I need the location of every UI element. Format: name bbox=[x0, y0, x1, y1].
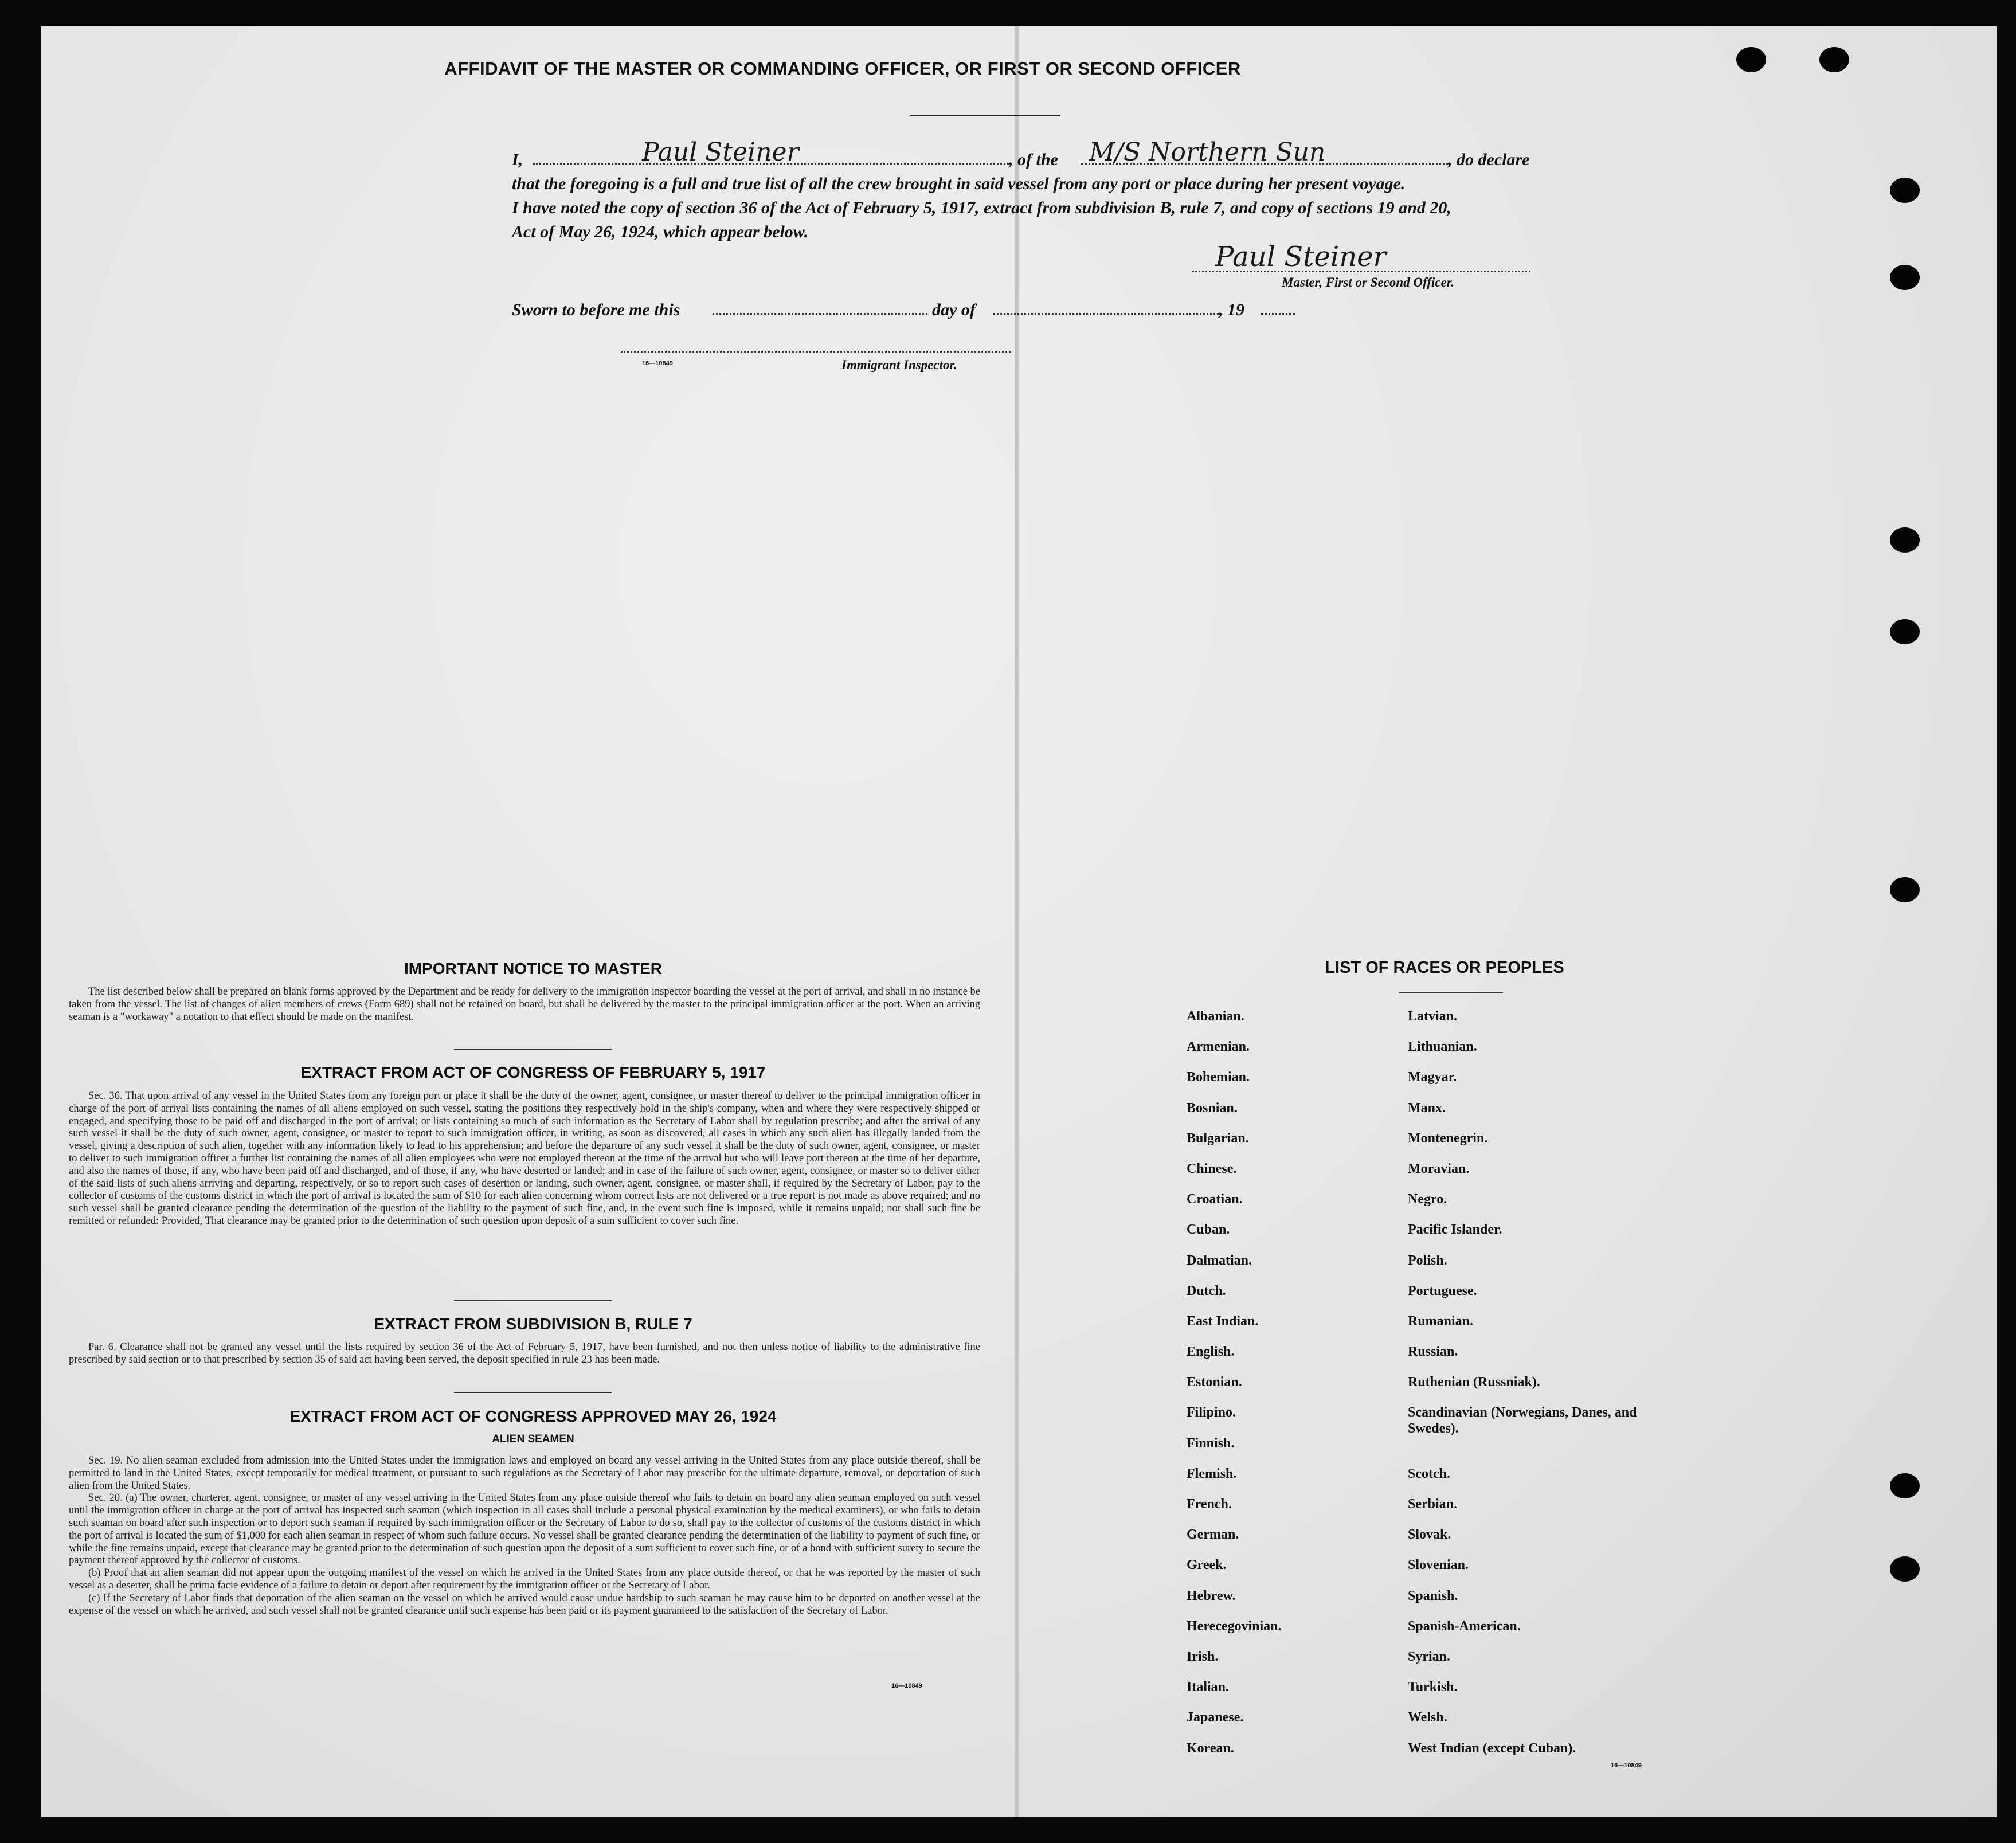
binder-hole bbox=[1890, 527, 1920, 553]
extract-1924-title: EXTRACT FROM ACT OF CONGRESS APPROVED MAY 26, 1924 bbox=[289, 1407, 777, 1425]
race-item: German. bbox=[1187, 1527, 1239, 1543]
do-declare-label: , do declare bbox=[1448, 150, 1530, 169]
binder-hole bbox=[1736, 47, 1766, 72]
race-item: Ruthenian (Russniak). bbox=[1408, 1375, 1540, 1390]
sworn-prefix: Sworn to before me this bbox=[512, 300, 680, 319]
form-number: 16—10849 bbox=[891, 1682, 922, 1689]
race-item: Slovak. bbox=[1408, 1527, 1451, 1543]
race-item: Moravian. bbox=[1408, 1161, 1470, 1176]
binder-hole bbox=[1890, 619, 1920, 644]
title-rule bbox=[910, 115, 1060, 116]
race-item: Polish. bbox=[1408, 1253, 1447, 1268]
races-left-column bbox=[1187, 1008, 1282, 1771]
binder-hole bbox=[1890, 1473, 1920, 1498]
race-item: French. bbox=[1187, 1497, 1232, 1512]
race-item: Serbian. bbox=[1408, 1497, 1458, 1512]
race-item: Spanish-American. bbox=[1408, 1618, 1521, 1634]
center-fold bbox=[1015, 26, 1019, 1817]
sworn-year-line bbox=[1261, 313, 1295, 315]
race-item: Japanese. bbox=[1187, 1710, 1244, 1725]
sworn-day-line bbox=[713, 313, 927, 315]
race-item: East Indian. bbox=[1187, 1313, 1259, 1329]
extract-1917-body bbox=[69, 1090, 980, 1228]
race-item: Chinese. bbox=[1187, 1161, 1237, 1176]
race-item: Dalmatian. bbox=[1187, 1253, 1252, 1268]
races-right-column bbox=[1408, 1008, 1637, 1771]
race-item: Bosnian. bbox=[1187, 1100, 1238, 1116]
inspector-caption: Immigrant Inspector. bbox=[841, 358, 957, 372]
race-item: Magyar. bbox=[1408, 1070, 1457, 1085]
extract-1924-body bbox=[69, 1455, 980, 1617]
binder-hole bbox=[1890, 1556, 1920, 1582]
notice-title: IMPORTANT NOTICE TO MASTER bbox=[404, 960, 663, 977]
binder-hole bbox=[1890, 265, 1920, 290]
race-item: Rumanian. bbox=[1408, 1313, 1474, 1329]
sec-19-paragraph: Sec. 19. No alien seaman excluded from admission into the United States under the immigration laws and employed on board any vessel arriving in the United States from any place outside thereof, shall be permitted to land in the United States, except temporarily for medical treatment, or pursuant to such regulations as the Secretary of Labor may prescribe for the ultimate departure, removal, or deportation of such alien from the United States. bbox=[69, 1455, 980, 1492]
signature-caption: Master, First or Second Officer. bbox=[1282, 275, 1455, 289]
races-title-rule bbox=[1399, 992, 1503, 993]
alien-seamen-subtitle: ALIEN SEAMEN bbox=[492, 1433, 574, 1445]
race-item: Greek. bbox=[1187, 1558, 1227, 1573]
race-item: Russian. bbox=[1408, 1344, 1458, 1360]
sec-36-paragraph: Sec. 36. That upon arrival of any vessel in the United States from any foreign port or place it shall be the duty of the owner, agent, consignee, or master thereof to deliver to the principal immigration officer in charge of the port of arrival lists containing the names of all aliens employed on such vessel, stating the positions they respectively hold in the ship's company, when and where they were respectively shipped or engaged, and specifying those to be paid off and discharged in the port of arrival; or lists containing so much of such information as the Secretary of Labor shall by regulation prescribe; and after the arrival of any such vessel it shall be the duty of such owner, agent, consignee, or master to report to such immigration officer, in writing, as soon as discovered, all cases in which any such alien has illegally landed from the vessel, giving a description of such alien, together with any information likely to lead to his apprehension; and before the departure of any such vessel it shall be the duty of such owner, agent, consignee, or master to deliver to such immigration officer a further list containing the names of all alien employees who were not employed thereon at the time of the arrival but who will leave port thereon at the time of her departure, and also the names of those, if any, who have been paid off and discharged, and of those, if any, who have deserted or landed; and in case of the failure of such owner, agent, consignee, or master so to deliver either of the said lists of such aliens arriving and departing, respectively, or so to report such cases of desertion or landing, such owner, agent, consignee, or master shall, if required by the Secretary of Labor, pay to the collector of customs of the customs district in which the port of arrival is located the sum of $10 for each alien concerning whom correct lists are not delivered or a true report is not made as above required; and no such vessel shall be granted clearance pending the determination of the question of the liability to the payment of such fine, and, in the event such fine is imposed, while it remains unpaid; nor shall such fine be remitted or refunded: Provided, That clearance may be granted prior to the determination of such question upon deposit of a sum sufficient to cover such fine. bbox=[69, 1090, 980, 1227]
race-item: Negro. bbox=[1408, 1192, 1447, 1207]
signature-handwritten: Paul Steiner bbox=[1215, 241, 1387, 273]
binder-hole bbox=[1890, 178, 1920, 203]
race-item: Pacific Islander. bbox=[1408, 1222, 1502, 1238]
race-item: Welsh. bbox=[1408, 1710, 1447, 1725]
affidavit-line-4: Act of May 26, 1924, which appear below. bbox=[512, 222, 809, 241]
form-number: 16—10849 bbox=[642, 360, 673, 367]
race-item: Portuguese. bbox=[1408, 1283, 1477, 1298]
race-item: Irish. bbox=[1187, 1649, 1219, 1664]
race-item: Scotch. bbox=[1408, 1466, 1450, 1481]
race-item: Latvian. bbox=[1408, 1009, 1458, 1024]
race-item: Bulgarian. bbox=[1187, 1130, 1249, 1146]
race-item: Syrian. bbox=[1408, 1649, 1451, 1664]
race-item: Turkish. bbox=[1408, 1680, 1458, 1695]
race-item: Albanian. bbox=[1187, 1009, 1244, 1024]
signature-line bbox=[1192, 271, 1530, 272]
races-title: LIST OF RACES OR PEOPLES bbox=[1325, 958, 1564, 977]
extract-rule7-body bbox=[69, 1341, 980, 1367]
notice-body bbox=[69, 986, 980, 1023]
race-item: Spanish. bbox=[1408, 1588, 1458, 1603]
master-name-handwritten: Paul Steiner bbox=[642, 138, 799, 167]
affidavit-title: AFFIDAVIT OF THE MASTER OR COMMANDING OFFICER, OR FIRST OR SECOND OFFICER bbox=[444, 58, 1241, 79]
race-item: Estonian. bbox=[1187, 1375, 1242, 1390]
race-item: Herecegovinian. bbox=[1187, 1618, 1282, 1634]
race-item: Korean. bbox=[1187, 1740, 1234, 1756]
race-item: Montenegrin. bbox=[1408, 1130, 1488, 1146]
race-item: Italian. bbox=[1187, 1680, 1230, 1695]
race-item: Lithuanian. bbox=[1408, 1039, 1477, 1055]
section-rule bbox=[454, 1049, 612, 1050]
race-item: English. bbox=[1187, 1344, 1235, 1360]
sec-20a-paragraph: Sec. 20. (a) The owner, charterer, agent, consignee, or master of any vessel arriving in the United States from any place outside thereof who fails to detain on board any alien seaman employed on such vessel until the immigration officer in charge at the port of arrival has inspected such seaman (which inspection in all cases shall include a personal physical examination by the medical examiners), or who fails to detain such seaman on board after such inspection or to deport such seaman if required by such immigration officer or the Secretary of Labor to do so, shall pay to the collector of customs of the customs district in which the port of arrival is located the sum of $1,000 for each alien seaman in respect of whom such failure occurs. No vessel shall be granted clearance pending the determination of the liability to payment of such fine, or while the fine remains unpaid, except that clearance may be granted prior to the determination of such question upon the deposit of a sum sufficient to cover such fine, or of a bond with sufficient surety to secure the payment thereof approved by the collector of customs. bbox=[69, 1492, 980, 1567]
sworn-day-label: day of bbox=[932, 300, 976, 319]
race-item: Hebrew. bbox=[1187, 1588, 1236, 1603]
declare-pronoun: I, bbox=[512, 150, 523, 169]
binder-hole bbox=[1819, 47, 1849, 72]
binder-hole bbox=[1890, 877, 1920, 902]
sec-20b-paragraph: (b) Proof that an alien seaman did not appear upon the outgoing manifest of the vessel on which he arrived in the United States from any place outside thereof, or that he was reported by the master of such vessel as a deserter, shall be prima facie evidence of a failure to detain or deport after requirement by the immigration officer or the Secretary of Labor. bbox=[69, 1567, 980, 1591]
section-rule bbox=[454, 1300, 612, 1301]
race-item: Bohemian. bbox=[1187, 1070, 1250, 1085]
extract-rule7-title: EXTRACT FROM SUBDIVISION B, RULE 7 bbox=[374, 1315, 692, 1333]
race-item: Cuban. bbox=[1187, 1222, 1230, 1238]
race-item: Slovenian. bbox=[1408, 1558, 1469, 1573]
sworn-month-line bbox=[993, 313, 1222, 315]
race-item: Armenian. bbox=[1187, 1039, 1250, 1055]
of-the-label: , of the bbox=[1009, 150, 1058, 169]
extract-1917-title: EXTRACT FROM ACT OF CONGRESS OF FEBRUARY 5, 1917 bbox=[300, 1063, 766, 1081]
inspector-line bbox=[621, 351, 1011, 353]
race-item: Dutch. bbox=[1187, 1283, 1226, 1298]
notice-paragraph: The list described below shall be prepared on blank forms approved by the Department and be ready for delivery to the immigration inspector boarding the vessel at the port of arrival, and shall in no instance be taken from the vessel. The list of changes of alien members of crews (Form 689) shall not be retained on board, but shall be delivered by the master to the principal immigration officer at the port. When an arriving seaman is a "workaway" a notation to that effect should be made on the manifest. bbox=[69, 986, 980, 1023]
race-item: Flemish. bbox=[1187, 1466, 1237, 1481]
race-item: Filipino. bbox=[1187, 1405, 1236, 1421]
form-number: 16—10849 bbox=[1611, 1762, 1642, 1769]
sworn-year-label: , 19 bbox=[1219, 300, 1244, 319]
race-item: Scandinavian (Norwegians, Danes, and Swedes). bbox=[1408, 1405, 1637, 1437]
race-item: Finnish. bbox=[1187, 1435, 1235, 1451]
affidavit-line-3: I have noted the copy of section 36 of the Act of February 5, 1917, extract from subdivision B, rule 7, and copy of sections 19 and 20, bbox=[512, 198, 1451, 217]
section-rule bbox=[454, 1392, 612, 1393]
vessel-name-handwritten: M/S Northern Sun bbox=[1089, 138, 1326, 167]
par-6-paragraph: Par. 6. Clearance shall not be granted any vessel until the lists required by section 36 of the Act of February 5, 1917, have been furnished, and not then unless notice of liability to the administrative fine prescribed by said section or to that prescribed by section 35 of said act having been served, the deposit specified in rule 23 has been made. bbox=[69, 1341, 980, 1365]
race-item: West Indian (except Cuban). bbox=[1408, 1740, 1576, 1756]
race-item: Manx. bbox=[1408, 1100, 1446, 1116]
sec-20c-paragraph: (c) If the Secretary of Labor finds that deportation of the alien seaman on the vessel on which he arrived would cause undue hardship to such seaman he may cause him to be deported on another vessel at the expense of the vessel on which he arrived, and such vessel shall not be granted clearance until such expense has been paid or its payment guaranteed to the satisfaction of the Secretary of Labor. bbox=[69, 1592, 980, 1617]
affidavit-line-2: that the foregoing is a full and true list of all the crew brought in said vessel from any port or place during her present voyage. bbox=[512, 174, 1406, 193]
race-item: Croatian. bbox=[1187, 1192, 1243, 1207]
